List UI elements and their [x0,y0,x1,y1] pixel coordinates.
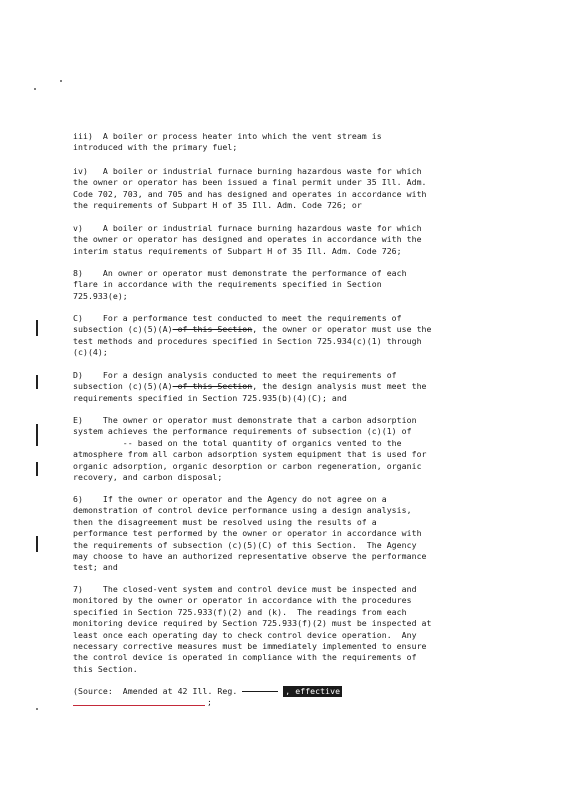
text-line: Code 702, 703, and 705 and has designed and operates in accordance with [73,188,427,199]
paragraph-v [73,223,497,257]
text-line: E) The owner or operator must demonstrate that a carbon adsorption [73,415,417,425]
text-line: monitoring device required by Section 725.933(f)(2) must be inspected at [73,618,432,629]
struck-text: of this Section [172,381,253,392]
text-line: flare in accordance with the requirements specified in Section [73,279,382,290]
text-line: 7) The closed-vent system and control device must be inspected and [73,584,417,594]
scan-speck [34,88,36,90]
text-line [73,324,497,335]
text-line: specified in Section 725.933(f)(2) and (k). The readings from each [73,606,407,617]
source-lead: (Source: Amended at 42 Ill. Reg. [73,686,243,696]
text-line: the control device is operated in compliance with the requirements of [73,652,417,663]
blank-line [242,691,278,692]
text-line: test methods and procedures specified in Section 725.934(c)(1) through [73,335,422,346]
text-line [73,697,497,708]
text-run: , the owner or operator must use the [252,324,432,335]
text-run: subsection (c)(5)(A) [73,324,173,335]
struck-text: of this Section [172,324,253,335]
text-run: subsection (c)(5)(A) [73,381,173,392]
text-line: the owner or operator has been issued a final permit under 35 Ill. Adm. [73,177,427,188]
text-line: monitored by the owner or operator in accordance with the procedures [73,595,412,606]
text-line [73,381,497,392]
text-line: necessary corrective measures must be immediately implemented to ensure [73,641,427,652]
text-line: the requirements of Subpart H of 35 Ill. Adm. Code 726; or [73,200,362,211]
text-line: iii) A boiler or process heater into which the vent stream is [73,131,382,141]
text-line: introduced with the primary fuel; [73,142,238,153]
paragraph-c [73,313,497,359]
text-line: v) A boiler or industrial furnace burning hazardous waste for which [73,223,422,233]
text-line: least once each operating day to check control device operation. Any [73,629,417,640]
text-line: the owner or operator has designed and operates in accordance with the [73,234,422,245]
red-underline [73,705,205,706]
text-line: -- based on the total quantity of organics vented to the [73,437,402,448]
text-line: system achieves the performance requirements of subsection (c)(1) of [73,426,412,437]
redacted-text: , effective [285,686,341,696]
text-line [73,686,497,697]
text-line: then the disagreement must be resolved using the results of a [73,516,377,527]
text-line: atmosphere from all carbon adsorption system equipment that is used for [73,449,427,460]
text-line: interim status requirements of Subpart H of 35 Ill. Adm. Code 726; [73,245,402,256]
revision-bar [36,320,38,336]
revision-bar [36,462,38,476]
paragraph-iii [73,131,497,154]
revision-bar [36,424,38,446]
text-line: may choose to have an authorized representative observe the performance [73,551,427,562]
text-line: requirements specified in Section 725.935(b)(4)(C); and [73,392,347,403]
text-line: test; and [73,562,118,573]
paragraph-iv [73,166,497,212]
revision-bar [36,375,38,389]
text-line: the requirements of subsection (c)(5)(C) of this Section. The Agency [73,539,417,550]
text-line: this Section. [73,663,138,674]
text-line: 725.933(e); [73,290,128,301]
text-line: D) For a design analysis conducted to meet the requirements of [73,370,397,380]
revision-bar [36,536,38,552]
paragraph-8 [73,268,497,302]
paragraph-e [73,415,497,483]
paragraph-d [73,370,497,404]
scan-speck [60,80,62,82]
text-line: (c)(4); [73,347,108,358]
text-line: organic adsorption, organic desorption or carbon regeneration, organic [73,460,422,471]
text-line: iv) A boiler or industrial furnace burning hazardous waste for which [73,166,422,176]
paragraph-7 [73,584,497,675]
text-line: 8) An owner or operator must demonstrate the performance of each [73,268,407,278]
source-tail: ; [207,697,212,708]
paragraph-6 [73,494,497,574]
text-line: performance test performed by the owner or operator in accordance with [73,528,422,539]
text-line: C) For a performance test conducted to meet the requirements of [73,313,402,323]
text-line: demonstration of control device performance using a design analysis, [73,505,412,516]
text-line: recovery, and carbon disposal; [73,472,223,483]
scan-speck [36,708,38,710]
text-line: 6) If the owner or operator and the Agency do not agree on a [73,494,387,504]
text-run: , the design analysis must meet the [252,381,427,392]
